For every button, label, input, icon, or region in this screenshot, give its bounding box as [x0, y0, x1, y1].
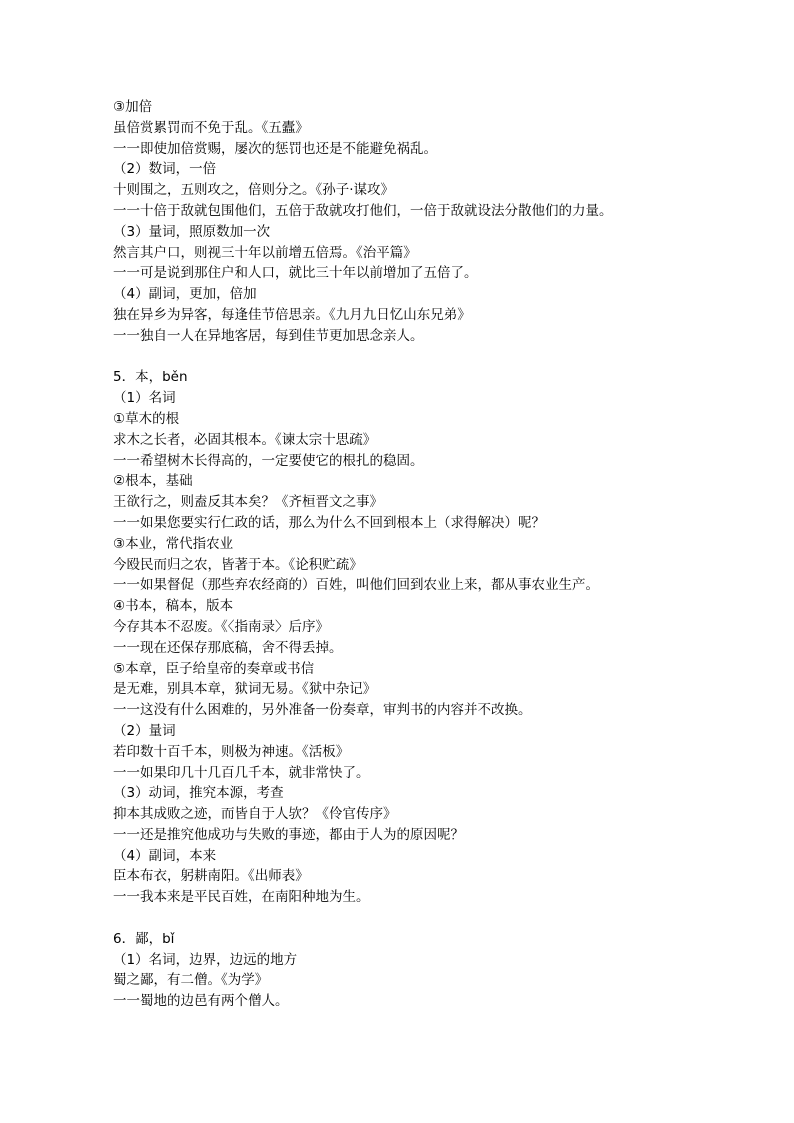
- example-sentence: 十则围之，五则攻之，倍则分之。《孙子·谋攻》: [113, 182, 395, 199]
- sense-heading: ⑤本章，臣子给皇帝的奏章或书信: [113, 660, 315, 677]
- example-sentence: 若印数十百千本，则极为神速。《活板》: [113, 743, 350, 760]
- translation: 一一如果督促（那些弃农经商的）百姓，叫他们回到农业上来，都从事农业生产。: [113, 577, 599, 594]
- sense-heading: （1）名词，边界，边远的地方: [113, 951, 298, 968]
- example-sentence: 是无难，别具本章，狱词无易。《狱中杂记》: [113, 681, 377, 698]
- translation: 一一独自一人在异地客居，每到佳节更加思念亲人。: [113, 327, 424, 344]
- blank-line: [113, 908, 753, 929]
- example-sentence: 然言其户口，则视三十年以前增五倍焉。《治平篇》: [113, 244, 417, 261]
- example-sentence: 求木之长者，必固其根本。《谏太宗十思疏》: [113, 431, 377, 448]
- translation: 一一如果印几十几百几千本，就非常快了。: [113, 764, 370, 781]
- sense-heading: （2）量词: [113, 722, 176, 739]
- translation: 一一可是说到那住户和人口，就比三十年以前增加了五倍了。: [113, 265, 478, 282]
- example-sentence: 臣本布衣，躬耕南阳。《出师表》: [113, 868, 309, 885]
- sense-heading: ③本业，常代指农业: [113, 535, 234, 552]
- sense-heading: （4）副词，本来: [113, 847, 217, 864]
- sense-heading: （4）副词，更加，倍加: [113, 286, 257, 303]
- sense-heading: （3）量词，照原数加一次: [113, 223, 271, 240]
- translation: 一一如果您要实行仁政的话，那么为什么不回到根本上（求得解决）呢？: [113, 514, 545, 531]
- entry-heading: 6．鄙，bǐ: [113, 930, 175, 947]
- sense-heading: （3）动词，推究本源，考查: [113, 785, 284, 802]
- translation: 一一这没有什么困难的，另外准备一份奏章，审判书的内容并不改换。: [113, 702, 532, 719]
- example-sentence: 独在异乡为异客，每逢佳节倍思亲。《九月九日忆山东兄弟》: [113, 306, 471, 323]
- sense-heading: ④书本，稿本，版本: [113, 598, 234, 615]
- blank-line: [113, 347, 753, 368]
- example-sentence: 蜀之鄙，有二僧。《为学》: [113, 972, 269, 989]
- example-sentence: 今殴民而归之农，皆著于本。《论积贮疏》: [113, 556, 363, 573]
- translation: 一一现在还保存那底稿，舍不得丢掉。: [113, 639, 343, 656]
- document-page: [113, 97, 753, 1012]
- example-sentence: 虽倍赏累罚而不免于乱。《五蠹》: [113, 119, 309, 136]
- entry-heading: 5．本，běn: [113, 369, 188, 386]
- translation: 一一即使加倍赏赐，屡次的惩罚也还是不能避免祸乱。: [113, 140, 437, 157]
- translation: 一一还是推究他成功与失败的事迹，都由于人为的原因呢？: [113, 826, 464, 843]
- example-sentence: 抑本其成败之迹，而皆自于人欤？《伶官传序》: [113, 806, 397, 823]
- sense-heading: （2）数词，一倍: [113, 161, 217, 178]
- translation: 一一希望树木长得高的，一定要使它的根扎的稳固。: [113, 452, 424, 469]
- translation: 一一蜀地的边邑有两个僧人。: [113, 993, 289, 1010]
- sense-heading: ①草木的根: [113, 410, 180, 427]
- sense-heading: ②根本，基础: [113, 473, 193, 490]
- example-sentence: 今存其本不忍废。《〈指南录〉后序》: [113, 618, 329, 635]
- translation: 一一我本来是平民百姓，在南阳种地为生。: [113, 889, 370, 906]
- sense-heading: ③加倍: [113, 99, 153, 115]
- sense-heading: （1）名词: [113, 390, 176, 407]
- translation: 一一十倍于敌就包围他们，五倍于敌就攻打他们，一倍于敌就设法分散他们的力量。: [113, 202, 613, 219]
- example-sentence: 王欲行之，则盍反其本矣？《齐桓晋文之事》: [113, 494, 383, 511]
